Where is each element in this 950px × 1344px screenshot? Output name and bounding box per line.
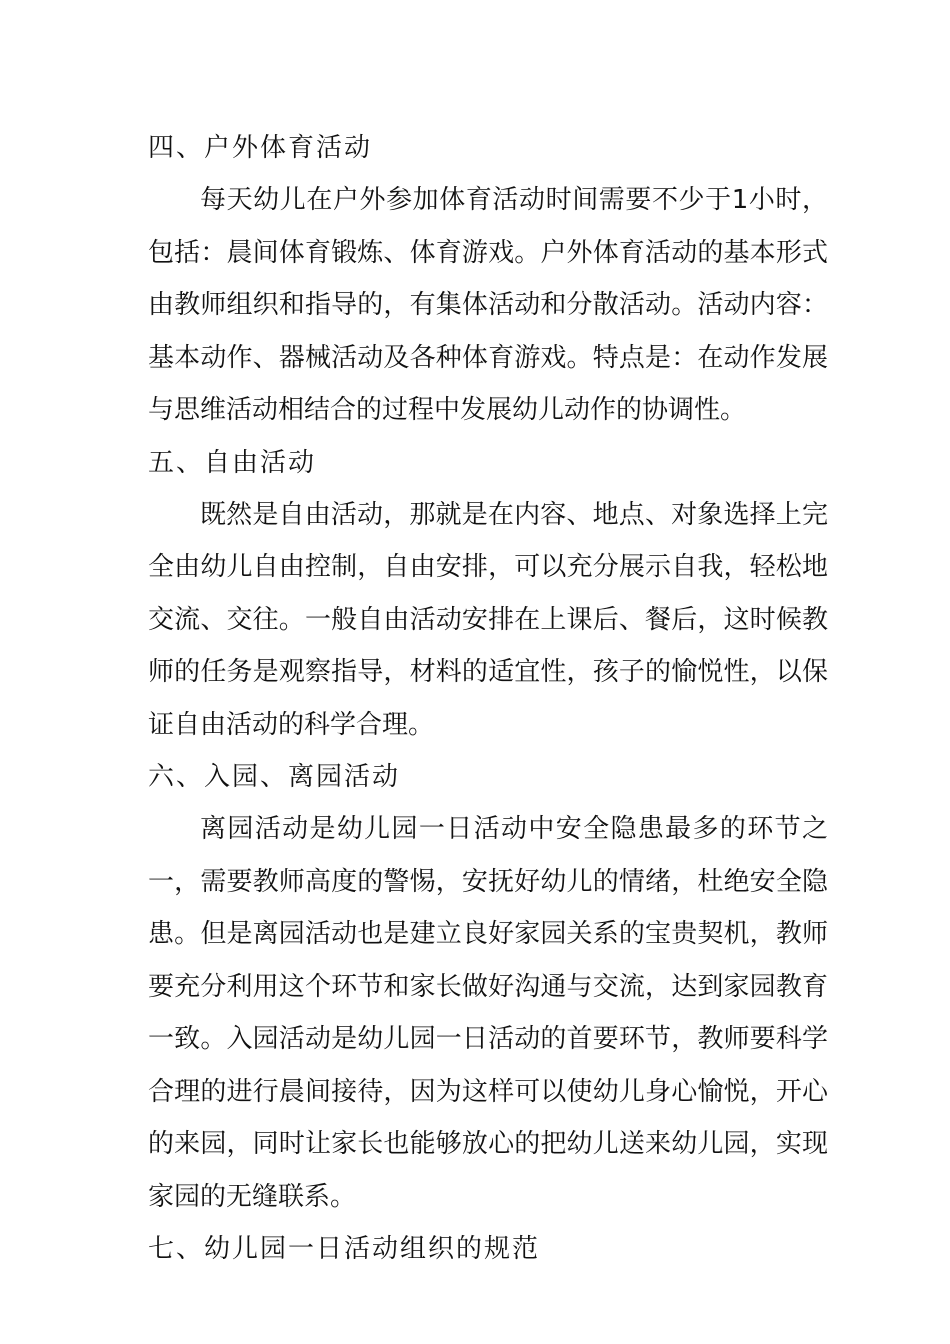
section-heading-free-activity: 五、自由活动 — [148, 447, 317, 478]
section-paragraph-arrival-departure: 离园活动是幼儿园一日活动中安全隐患最多的环节之一，需要教师高度的警惕，安抚好幼儿的情绪，杜绝安全隐患。但是离园活动也是建立良好家园关系的宝贵契机，教师要充分利用这个环节和家长做好沟通与交流，达到家园教育一致。入园活动是幼儿园一日活动的首要环节，教师要科学合理的进行晨间接待，因为这样可以使幼儿身心愉悦，开心的来园，同时让家长也能够放心的把幼儿送来幼儿园，实现家园的无缝联系。 — [148, 814, 828, 1212]
section-paragraph-outdoor-sports: 每天幼儿在户外参加体育活动时间需要不少于1小时，包括：晨间体育锻炼、体育游戏。户外体育活动的基本形式由教师组织和指导的，有集体活动和分散活动。活动内容：基本动作、器械活动及各种体育游戏。特点是：在动作发展与思维活动相结合的过程中发展幼儿动作的协调性。 — [148, 185, 828, 425]
section-heading-daily-norms: 七、幼儿园一日活动组织的规范 — [148, 1234, 541, 1264]
section-paragraph-free-activity: 既然是自由活动，那就是在内容、地点、对象选择上完全由幼儿自由控制，自由安排，可以充分展示自我，轻松地交流、交往。一般自由活动安排在上课后、餐后，这时候教师的任务是观察指导，材料的适宜性，孩子的愉悦性，以保证自由活动的科学合理。 — [148, 499, 828, 740]
section-heading-outdoor-sports: 四、户外体育活动 — [148, 133, 373, 163]
document-body — [148, 122, 828, 1275]
section-heading-arrival-departure: 六、入园、离园活动 — [148, 762, 401, 792]
